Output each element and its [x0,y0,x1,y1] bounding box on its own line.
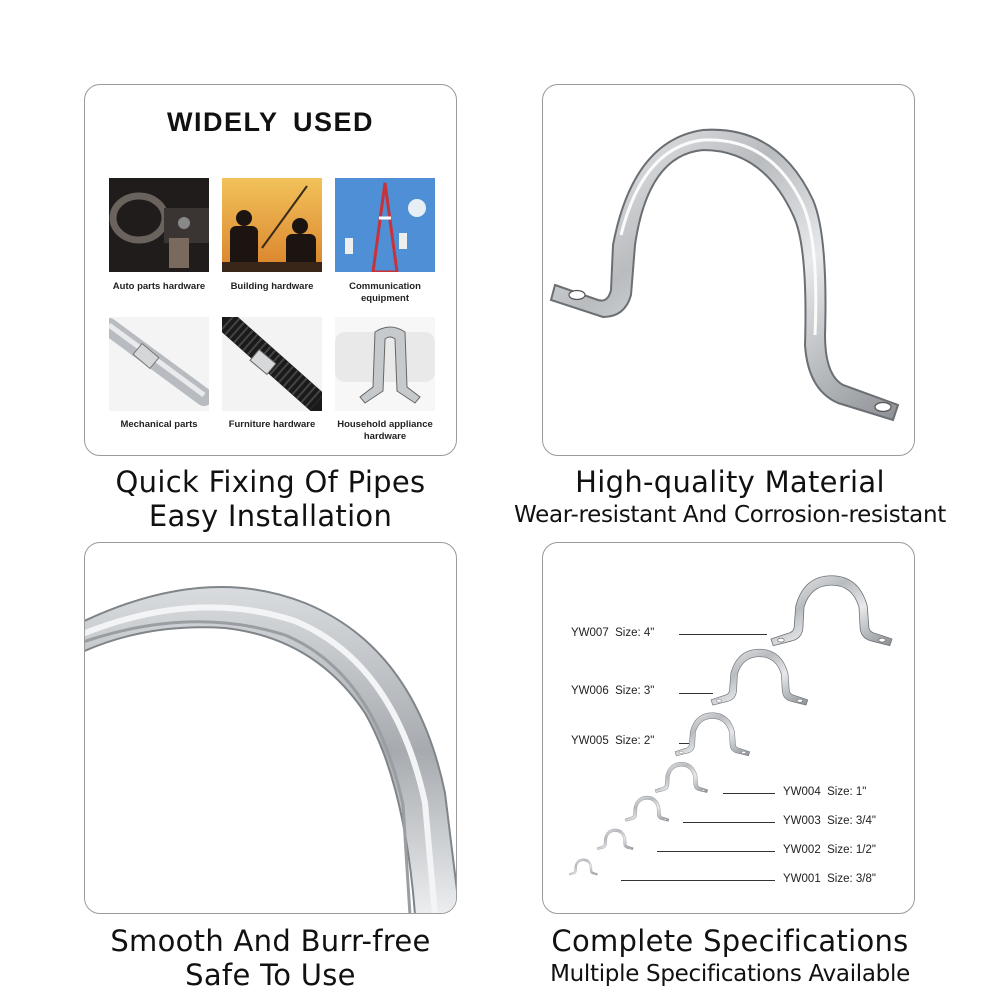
building-hardware-label: Building hardware [230,281,314,292]
clamp-closeup-image [85,543,457,914]
widely-used-title: WIDELY USED [166,107,375,137]
spec-yw006: YW006 Size: 3" [571,685,655,697]
spec-yw007-leader [679,634,767,635]
spec-yw001-leader [621,880,775,881]
caption-1-line-2: Easy Installation [148,499,393,533]
spec-yw003-leader [683,822,775,823]
corrugated-hose-photo-icon [222,317,322,411]
caption-2-line-1: High-quality Material [575,465,885,499]
spec-yw003: YW003 Size: 3/4" [783,815,876,827]
caption-3-line-1: Smooth And Burr-free [110,924,431,958]
furniture-hardware-label: Furniture hardware [228,419,316,430]
specifications-panel [542,542,915,914]
caption-2-line-2: Wear-resistant And Corrosion-resistant [514,502,946,528]
telecom-tower-photo-icon [335,178,435,272]
spec-yw005-leader [679,743,689,744]
spec-yw001: YW001 Size: 3/8" [783,873,876,885]
caption-3-line-2: Safe To Use [185,958,356,992]
widely-used-panel [84,84,457,456]
caption-specifications [500,924,960,990]
caption-material [500,465,960,531]
spec-yw005: YW005 Size: 2" [571,735,655,747]
spec-yw006-leader [679,693,713,694]
pipe-clamp-photo-icon [109,317,209,411]
spec-yw007: YW007 Size: 4" [571,627,655,639]
caption-smooth [84,924,457,992]
clamp-sizes-image [543,543,915,914]
caption-quick-fixing [84,465,457,533]
clamp-product-panel [542,84,915,456]
mechanical-parts-label: Mechanical parts [120,419,198,430]
caption-4-line-1: Complete Specifications [551,924,909,958]
smooth-edge-closeup-panel [84,542,457,914]
auto-parts-label: Auto parts hardware [112,281,206,292]
spec-yw004-leader [723,793,775,794]
household-appliance-label: Household appliance hardware [337,419,433,442]
spec-yw002: YW002 Size: 1/2" [783,844,876,856]
white-pipe-clamp-photo-icon [335,317,435,411]
caption-4-line-2: Multiple Specifications Available [550,961,910,987]
spec-yw002-leader [657,851,775,852]
car-interior-photo-icon [109,178,209,272]
caption-1-line-1: Quick Fixing Of Pipes [115,465,426,499]
communication-label: Communication equipment [349,281,421,304]
construction-workers-photo-icon [222,178,322,272]
pipe-clamp-image [543,85,915,456]
spec-yw004: YW004 Size: 1" [783,786,867,798]
